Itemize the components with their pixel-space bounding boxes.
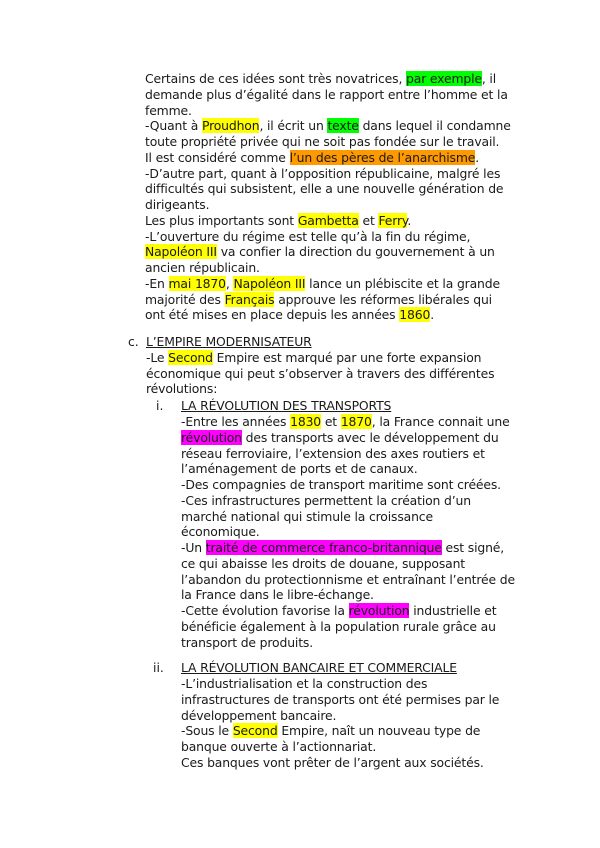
highlighted-text: texte: [327, 118, 359, 134]
text-run: ont été mises en place depuis les années: [145, 307, 400, 323]
text-run: dans lequel il condamne: [358, 118, 511, 134]
paragraph-line: [145, 134, 499, 150]
text-run: ce qui abaisse les droits de douane, supposant: [181, 555, 466, 571]
text-run: des transports avec le développement du: [241, 429, 499, 445]
text-run: .: [407, 212, 412, 228]
highlighted-text: Second: [168, 350, 213, 365]
subsection-i-heading: LA RÉVOLUTION DES TRANSPORTS: [181, 398, 392, 413]
highlighted-text: 1860: [399, 307, 431, 323]
text-run: va confier la direction du gouvernement à un: [216, 244, 495, 260]
highlighted-text: Gambetta: [297, 212, 359, 228]
transport-line: [181, 446, 485, 462]
paragraph-line: [145, 118, 511, 134]
transport-line: [181, 477, 501, 493]
transport-line: [181, 414, 510, 430]
paragraph-line: [145, 71, 496, 87]
text-run: -L’industrialisation et la construction des: [181, 676, 428, 691]
text-run: dirigeants.: [145, 197, 210, 212]
text-run: marché national qui stimule la croissance: [181, 508, 433, 524]
text-run: développement bancaire.: [181, 707, 337, 723]
text-run: , il: [481, 71, 497, 86]
transport-line: [181, 461, 418, 477]
text-run: banque ouverte à l’actionnariat.: [181, 739, 377, 754]
text-run: réseau ferroviaire, l’extension des axes routiers et: [181, 445, 485, 461]
text-run: lance un plébiscite et la grande: [305, 275, 500, 291]
banking-line: [181, 723, 480, 739]
section-c-marker: c.: [128, 334, 139, 349]
intro-line: [146, 366, 494, 382]
transport-line: [181, 556, 465, 572]
transport-line: [181, 635, 313, 651]
highlighted-text: traité de commerce franco-britannique: [205, 540, 442, 555]
text-run: -Entre les années: [181, 414, 291, 429]
text-run: femme.: [145, 102, 192, 118]
text-run: l’abandon du protectionnisme et entraînant l’entrée de: [181, 571, 515, 587]
text-run: -Ces infrastructures permettent la création d’un: [181, 492, 471, 508]
text-run: -Le: [146, 350, 169, 365]
text-run: -L’ouverture du régime est telle qu’à la fin du régime,: [145, 228, 471, 244]
text-run: -Sous le: [181, 723, 233, 739]
paragraph-line: [145, 87, 508, 103]
text-run: infrastructures de transports ont été permises par le: [181, 691, 500, 707]
text-run: toute propriété privée qui ne soit pas fondée sur le travail.: [145, 134, 500, 149]
subsection-i-marker: i.: [156, 398, 164, 413]
text-run: bénéficie également à la population rurale grâce au: [181, 618, 496, 634]
text-run: approuve les réformes libérales qui: [274, 291, 492, 307]
paragraph-line: [145, 213, 411, 229]
banking-line: [181, 739, 376, 755]
banking-line: [181, 755, 484, 771]
transport-line: [181, 430, 499, 446]
highlighted-text: mai 1870: [168, 275, 226, 291]
banking-line: [181, 676, 427, 692]
text-run: majorité des: [145, 291, 225, 307]
text-run: demande plus d’égalité dans le rapport entre l’homme et la: [145, 86, 508, 102]
text-run: -Cette évolution favorise la: [181, 603, 349, 618]
text-run: -En: [145, 275, 169, 291]
subsection-ii-marker: ii.: [153, 660, 164, 675]
transport-line: [181, 524, 260, 540]
text-run: .: [430, 307, 434, 323]
text-run: est signé,: [441, 540, 505, 555]
text-run: ancien républicain.: [145, 260, 260, 275]
paragraph-line: [145, 244, 495, 260]
text-run: , il écrit un: [259, 118, 328, 134]
text-run: et: [358, 212, 379, 228]
paragraph-line: [145, 181, 503, 197]
paragraph-line: [145, 103, 192, 119]
paragraph-line: [145, 292, 492, 308]
transport-line: [181, 493, 471, 509]
text-run: -Un: [181, 540, 206, 555]
highlighted-text: Second: [232, 723, 278, 739]
paragraph-line: [145, 150, 479, 166]
transport-line: [181, 603, 496, 619]
text-run: -Des compagnies de transport maritime sont créées.: [181, 477, 501, 492]
text-run: l’aménagement de ports et de canaux.: [181, 461, 418, 477]
paragraph-line: [145, 166, 500, 182]
intro-line: [146, 350, 481, 366]
highlighted-text: révolution: [181, 429, 242, 445]
banking-line: [181, 708, 336, 724]
text-run: Les plus importants sont: [145, 212, 298, 228]
transport-line: [181, 587, 374, 603]
text-run: transport de produits.: [181, 634, 313, 650]
highlighted-text: Napoléon III: [233, 275, 306, 291]
highlighted-text: 1830: [290, 414, 322, 429]
text-run: économique qui peut s’observer à travers des différentes: [146, 365, 495, 381]
paragraph-line: [145, 229, 470, 245]
paragraph-line: [145, 197, 209, 213]
text-run: la France dans le libre-échange.: [181, 587, 374, 603]
text-run: Il est considéré comme: [145, 149, 290, 165]
highlighted-text: révolution: [348, 603, 410, 618]
text-run: Certains de ces idées sont très novatrices,: [145, 71, 407, 86]
section-c-heading: L’EMPIRE MODERNISATEUR: [146, 334, 312, 349]
banking-line: [181, 692, 499, 708]
highlighted-text: Français: [224, 291, 275, 307]
text-run: difficultés qui subsistent, elle a une nouvelle génération de: [145, 181, 504, 197]
text-run: ,: [225, 275, 234, 291]
paragraph-line: [145, 307, 434, 323]
highlighted-text: 1870: [340, 414, 372, 429]
text-run: -Quant à: [145, 118, 202, 134]
text-run: , la France connait une: [371, 414, 510, 429]
highlighted-text: Proudhon: [201, 118, 260, 134]
subsection-ii-heading: LA RÉVOLUTION BANCAIRE ET COMMERCIALE: [181, 660, 457, 675]
text-run: économique.: [181, 524, 260, 540]
transport-line: [181, 509, 433, 525]
text-run: et: [321, 414, 341, 429]
text-run: .: [475, 149, 480, 165]
text-run: -D’autre part, quant à l’opposition républicaine, malgré les: [145, 165, 501, 181]
text-run: Empire est marqué par une forte expansion: [212, 350, 482, 365]
transport-line: [181, 572, 515, 588]
highlighted-text: par exemple: [406, 71, 482, 86]
text-run: Ces banques vont prêter de l’argent aux sociétés.: [181, 754, 484, 770]
text-run: Empire, naît un nouveau type de: [277, 723, 481, 739]
highlighted-text: Napoléon III: [145, 244, 217, 260]
highlighted-text: Ferry: [378, 212, 408, 228]
transport-line: [181, 619, 496, 635]
intro-line: [146, 381, 217, 397]
transport-line: [181, 540, 504, 556]
paragraph-line: [145, 276, 500, 292]
paragraph-line: [145, 260, 260, 276]
text-run: industrielle et: [409, 603, 497, 618]
text-run: révolutions:: [146, 381, 218, 397]
highlighted-text: l’un des pères de l’anarchisme: [289, 149, 476, 165]
